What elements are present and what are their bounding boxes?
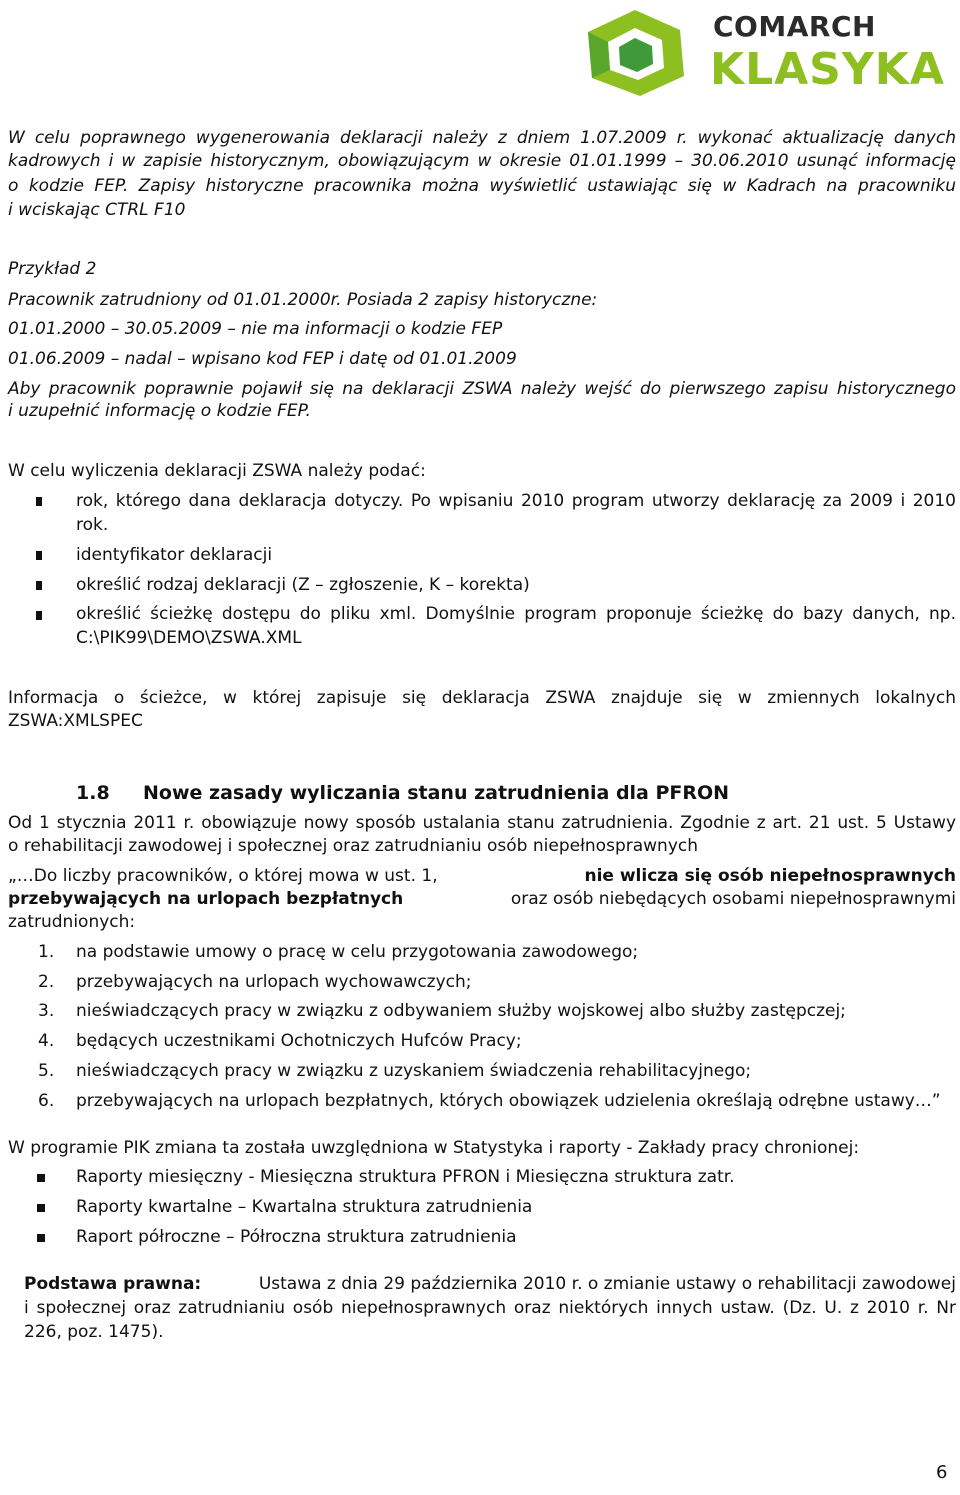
square-bullet-icon — [36, 551, 42, 560]
square-bullet-icon — [37, 1234, 45, 1242]
legal-basis-line — [24, 1274, 956, 1294]
list-number: 6. — [38, 1091, 55, 1111]
legal-label: Podstawa prawna: — [24, 1274, 202, 1294]
quote-line — [8, 889, 956, 909]
legal-text: i społecznej oraz zatrudnianiu osób niepełnosprawnych oraz niektórych innych ustaw. (Dz. U. z 2010 r. Nr — [24, 1298, 956, 1318]
bullet-text: rok. — [76, 515, 109, 535]
list-item: przebywających na urlopach bezpłatnych, których obowiązek udzielenia określają odrębne ustawy…” — [76, 1091, 941, 1111]
report-item: Raporty kwartalne – Kwartalna struktura zatrudnienia — [76, 1197, 533, 1217]
pik-intro: W programie PIK zmiana ta została uwzględniona w Statystyka i raporty - Zakłady pracy chronionej: — [8, 1138, 860, 1158]
legal-text: Ustawa z dnia 29 października 2010 r. o zmianie ustawy o rehabilitacji zawodowej — [258, 1274, 956, 1294]
report-item: Raporty miesięczny - Miesięczna struktura PFRON i Miesięczna struktura zatr. — [76, 1167, 735, 1187]
bullet-text: rok, którego dana deklaracja dotyczy. Po wpisaniu 2010 program utworzy deklarację za 2009 i 2010 — [76, 491, 956, 511]
square-bullet-icon — [36, 497, 42, 506]
quote-bold: nie wlicza się osób niepełnosprawnych — [584, 866, 956, 886]
example-line: Pracownik zatrudniony od 01.01.2000r. Posiada 2 zapisy historyczne: — [8, 290, 598, 310]
bullet-text: C:\PIK99\DEMO\ZSWA.XML — [76, 628, 302, 648]
quote-end: zatrudnionych: — [8, 912, 136, 932]
text-line: ZSWA:XMLSPEC — [8, 711, 143, 731]
section-number: 1.8 — [76, 782, 110, 804]
logo-mark-icon — [580, 4, 690, 100]
text-line: i uzupełnić informację o kodzie FEP. — [8, 401, 311, 421]
bullet-text: identyfikator deklaracji — [76, 545, 273, 565]
list-item: nieświadczących pracy w związku z uzyskaniem świadczenia rehabilitacyjnego; — [76, 1061, 752, 1081]
text-line: o rehabilitacji zawodowej i społecznej oraz zatrudnianiu osób niepełnosprawnych — [8, 836, 699, 856]
report-item: Raport półroczne – Półroczna struktura zatrudnienia — [76, 1227, 517, 1247]
quote-start: „…Do liczby pracowników, o której mowa w ust. 1, — [8, 866, 438, 886]
logo-word-comarch: COMARCH — [713, 10, 876, 43]
list-number: 1. — [38, 942, 55, 962]
square-bullet-icon — [37, 1204, 45, 1212]
text-line: Od 1 stycznia 2011 r. obowiązuje nowy sposób ustalania stanu zatrudnienia. Zgodnie z art. 21 ust. 5 Ustawy — [8, 813, 956, 833]
bullet-text: określić rodzaj deklaracji (Z – zgłoszenie, K – korekta) — [76, 575, 530, 595]
list-number: 2. — [38, 972, 55, 992]
text-line: kadrowych i w zapisie historycznym, obowiązującym w okresie 01.01.1999 – 30.06.2010 usunąć informację — [8, 151, 956, 171]
quote-line — [8, 866, 956, 886]
page-number: 6 — [936, 1462, 948, 1483]
square-bullet-icon — [36, 611, 42, 620]
example-line: 01.06.2009 – nadal – wpisano kod FEP i datę od 01.01.2009 — [8, 349, 517, 369]
bullet-text: określić ścieżkę dostępu do pliku xml. Domyślnie program proponuje ścieżkę do bazy danych, np. — [76, 604, 956, 624]
example-line: 01.01.2000 – 30.05.2009 – nie ma informacji o kodzie FEP — [8, 319, 503, 339]
quote-bold: przebywających na urlopach bezpłatnych — [8, 889, 404, 909]
list-number: 4. — [38, 1031, 55, 1051]
list-item: nieświadczących pracy w związku z odbywaniem służby wojskowej albo służby zastępczej; — [76, 1001, 846, 1021]
list-number: 5. — [38, 1061, 55, 1081]
example-title: Przykład 2 — [8, 259, 97, 279]
list-item: na podstawie umowy o pracę w celu przygotowania zawodowego; — [76, 942, 639, 962]
text-line: Informacja o ścieżce, w której zapisuje się deklaracja ZSWA znajduje się w zmiennych lokalnych — [8, 688, 956, 708]
square-bullet-icon — [37, 1174, 45, 1182]
comarch-klasyka-logo — [580, 4, 945, 100]
logo-word-klasyka: KLASYKA — [710, 44, 945, 95]
list-number: 3. — [38, 1001, 55, 1021]
list-item: przebywających na urlopach wychowawczych; — [76, 972, 472, 992]
section-title: Nowe zasady wyliczania stanu zatrudnienia dla PFRON — [143, 782, 730, 804]
zswa-intro: W celu wyliczenia deklaracji ZSWA należy podać: — [8, 461, 426, 481]
square-bullet-icon — [36, 581, 42, 590]
text-line: Aby pracownik poprawnie pojawił się na deklaracji ZSWA należy wejść do pierwszego zapisu historycznego — [8, 379, 956, 399]
text-line: o kodzie FEP. Zapisy historyczne pracownika można wyświetlić ustawiając się w Kadrach na pracowniku — [8, 176, 956, 196]
text-line: W celu poprawnego wygenerowania deklaracji należy z dniem 1.07.2009 r. wykonać aktualizację danych — [8, 128, 956, 148]
list-item: będących uczestnikami Ochotniczych Hufców Pracy; — [76, 1031, 522, 1051]
text-line: i wciskając CTRL F10 — [8, 200, 186, 220]
legal-text: 226, poz. 1475). — [24, 1322, 164, 1342]
quote-rest: oraz osób niebędących osobami niepełnosprawnymi — [510, 889, 956, 909]
